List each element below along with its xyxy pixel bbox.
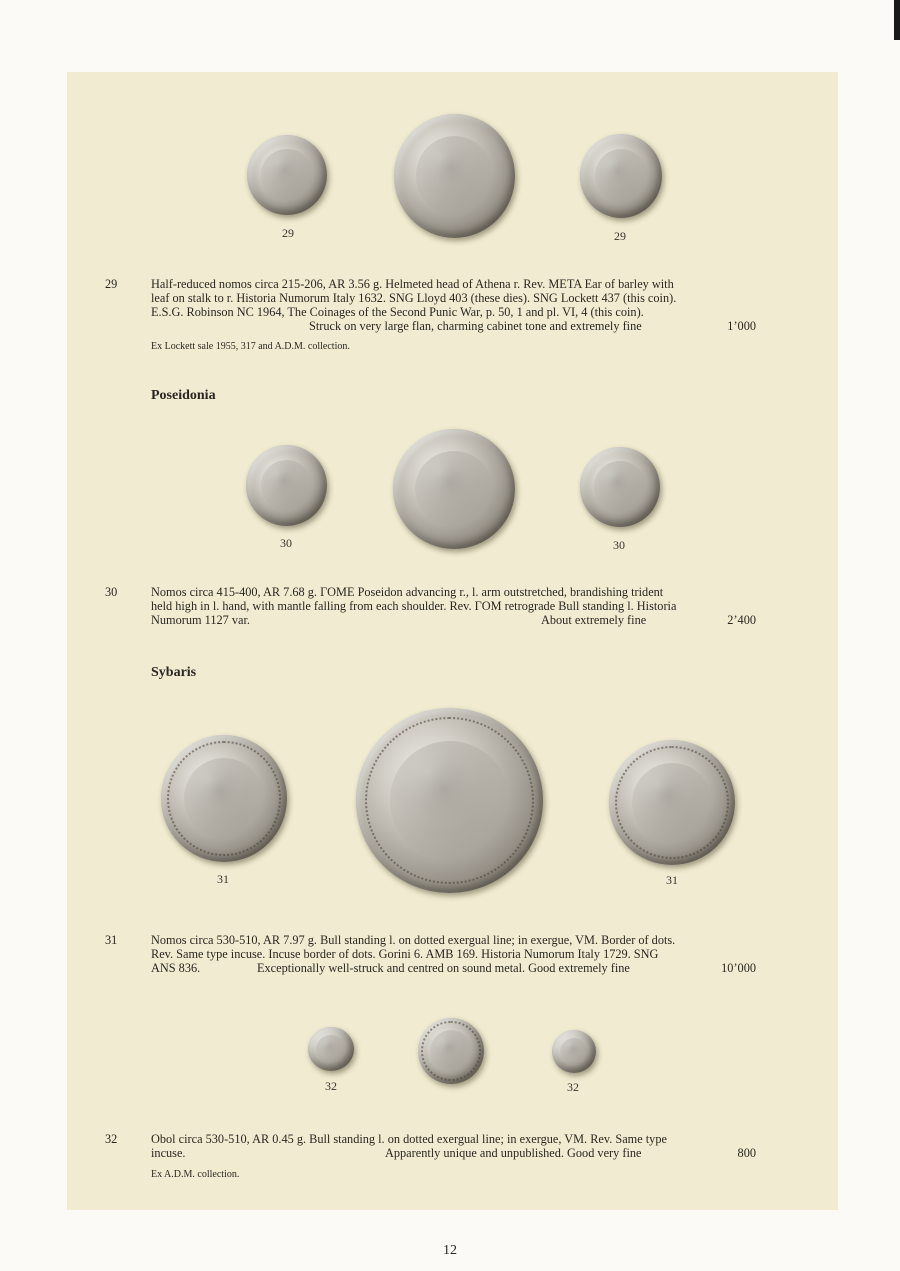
lot-32-coin-label-2: 32 <box>567 1080 579 1094</box>
catalogue-panel <box>67 72 838 1210</box>
lot-32-coin-label-1: 32 <box>325 1079 337 1093</box>
section-heading-sybaris: Sybaris <box>151 665 197 680</box>
lot-29-coin-label-1: 29 <box>282 226 294 240</box>
lot-30-reverse-coin <box>580 447 660 527</box>
lot-price: 800 <box>737 1146 756 1160</box>
lot-price: 1’000 <box>727 319 756 333</box>
lot-31-line-1 <box>151 934 755 948</box>
lot-32-obverse-coin <box>308 1027 354 1071</box>
lot-30-line-3 <box>151 614 755 628</box>
lot-32-line-2 <box>151 1147 755 1161</box>
lot-number: 30 <box>105 585 118 599</box>
lot-29-obverse-coin <box>247 135 327 215</box>
lot-grade: Struck on very large flan, charming cabinet tone and extremely fine <box>309 319 642 333</box>
lot-description-line: E.S.G. Robinson NC 1964, The Coinages of the Second Punic War, p. 50, 1 and pl. VI, 4 (this coin). <box>151 305 644 319</box>
lot-description-line: held high in l. hand, with mantle falling from each shoulder. Rev. ΓOM retrograde Bull standing l. Historia <box>151 599 677 613</box>
lot-31-line-2 <box>151 948 755 962</box>
lot-31-coin-label-2: 31 <box>666 873 678 887</box>
lot-30-obverse-coin <box>246 445 327 526</box>
lot-description-line: Nomos circa 530-510, AR 7.97 g. Bull standing l. on dotted exergual line; in exergue, VM. Border of dots. <box>151 933 676 947</box>
lot-price: 10’000 <box>721 961 756 975</box>
lot-29-grade-line <box>151 320 755 334</box>
lot-grade: Apparently unique and unpublished. Good very fine <box>385 1146 642 1160</box>
lot-31-obverse-coin <box>161 735 287 862</box>
lot-number: 31 <box>105 933 118 947</box>
lot-29-line-3 <box>151 306 755 320</box>
lot-provenance: Ex Lockett sale 1955, 317 and A.D.M. collection. <box>151 341 350 352</box>
lot-31-reverse-coin <box>609 740 735 865</box>
lot-description-line: ANS 836. <box>151 961 201 975</box>
lot-description-line: Nomos circa 415-400, AR 7.68 g. ΓOME Poseidon advancing r., l. arm outstretched, brandishing trident <box>151 585 664 599</box>
lot-price: 2’400 <box>727 613 756 627</box>
lot-provenance: Ex A.D.M. collection. <box>151 1169 240 1180</box>
lot-31-line-3 <box>151 962 755 976</box>
lot-32-line-1 <box>151 1133 755 1147</box>
lot-29-line-1 <box>151 278 755 292</box>
lot-29-coin-label-2: 29 <box>614 229 626 243</box>
lot-number: 32 <box>105 1132 118 1146</box>
lot-description-line: Numorum 1127 var. <box>151 613 250 627</box>
lot-30-obverse-enlarged-coin <box>393 429 515 549</box>
section-heading-poseidonia: Poseidonia <box>151 388 216 403</box>
lot-32-obverse-enlarged-coin <box>418 1018 484 1084</box>
lot-grade: About extremely fine <box>541 613 647 627</box>
lot-29-obverse-enlarged-coin <box>394 114 515 238</box>
lot-31-obverse-enlarged-coin <box>356 708 543 893</box>
page-number: 12 <box>443 1243 457 1258</box>
lot-description-line: Half-reduced nomos circa 215-206, AR 3.56 g. Helmeted head of Athena r. Rev. META Ear of barley with <box>151 277 674 291</box>
lot-29-reverse-coin <box>580 134 662 218</box>
lot-30-coin-label-1: 30 <box>280 536 292 550</box>
page-edge-mark <box>894 0 900 40</box>
lot-number: 29 <box>105 277 118 291</box>
lot-31-coin-label-1: 31 <box>217 872 229 886</box>
lot-32-reverse-coin <box>552 1030 596 1073</box>
lot-description-line: leaf on stalk to r. Historia Numorum Italy 1632. SNG Lloyd 403 (these dies). SNG Lockett 437 (this coin). <box>151 291 677 305</box>
lot-grade: Exceptionally well-struck and centred on sound metal. Good extremely fine <box>257 961 630 975</box>
lot-30-line-1 <box>151 586 755 600</box>
lot-description-line: incuse. <box>151 1146 186 1160</box>
lot-30-line-2 <box>151 600 755 614</box>
lot-30-coin-label-2: 30 <box>613 538 625 552</box>
lot-description-line: Rev. Same type incuse. Incuse border of dots. Gorini 6. AMB 169. Historia Numorum Italy 1729. SNG <box>151 947 659 961</box>
lot-29-line-2 <box>151 292 755 306</box>
lot-description-line: Obol circa 530-510, AR 0.45 g. Bull standing l. on dotted exergual line; in exergue, VM. Rev. Same type <box>151 1132 667 1146</box>
